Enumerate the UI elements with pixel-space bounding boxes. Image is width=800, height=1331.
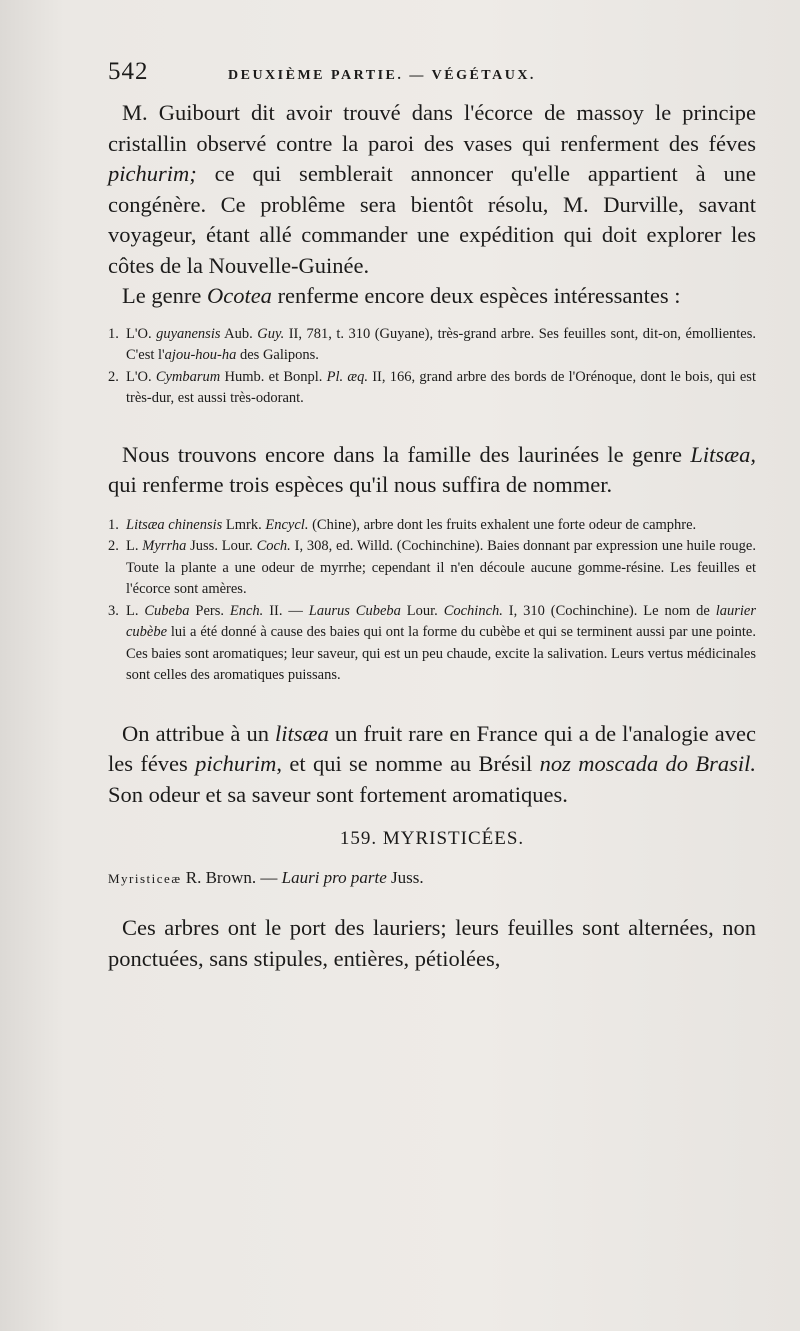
italic-term: Encycl. <box>265 516 309 533</box>
text-run: L. <box>126 602 145 619</box>
text-run: un fruit rare en France qui a de l'analogie avec les féves <box>108 720 756 776</box>
running-title: DEUXIÈME PARTIE. — VÉGÉTAUX. <box>228 68 536 83</box>
italic-term: Litsæa chinensis <box>126 516 223 533</box>
paragraph-ocotea <box>108 281 756 312</box>
text-run: II, 781, t. 310 (Guyane), très-grand arbre. Ses feuilles sont, dit-on, émollientes. C'est l' <box>126 325 757 363</box>
text-run: L'O. <box>126 325 157 342</box>
text-run: , et qui se nomme au Brésil <box>276 751 540 776</box>
italic-term: pichurim <box>195 751 277 776</box>
item-number: 2. <box>108 538 119 554</box>
text-run: II, 166, grand arbre des bords de l'Orénoque, dont le bois, qui est très-dur, est aussi très-odorant. <box>126 368 756 406</box>
item-number: 1. <box>108 325 119 342</box>
ocotea-species-list <box>108 324 756 410</box>
text-run: Nous trouvons encore dans la famille des laurinées le genre <box>122 441 691 467</box>
italic-term: litsæa <box>275 720 329 746</box>
text-run: Son odeur et sa saveur sont fortement aromatiques. <box>108 781 568 807</box>
litsaea-species-list <box>108 515 756 687</box>
text-run: ce qui semblerait annoncer qu'elle appartient à une congénère. Ce problême sera bientôt résolu, M. Durville, savant voyageur, étant allé commander une expédition qui doit explorer les côtes de la Nouvelle-Guinée. <box>108 161 756 278</box>
running-head <box>108 58 756 98</box>
italic-term: Cymbarum <box>155 368 221 385</box>
list-item <box>108 536 756 601</box>
text-run: On attribue à un <box>122 720 276 746</box>
item-number: 3. <box>108 602 119 619</box>
text-run: I, 308, ed. Willd. (Cochinchine). Baies donnant par expression une huile rouge. Toute la plante a une odeur de myrrhe; cependant il n'en découle aucune gomme-résine. Les feuilles et l'écorce sont amères. <box>126 538 756 597</box>
italic-term: noz moscada do Brasil. <box>539 751 757 776</box>
italic-term: Lauri pro parte <box>281 868 387 887</box>
list-item <box>108 515 756 537</box>
list-item <box>108 324 756 367</box>
text-run: (Chine), arbre dont les fruits exhalent une forte odeur de camphre. <box>308 516 697 533</box>
italic-term: Coch. <box>256 538 291 554</box>
small-caps-term: Myristiceæ <box>108 871 182 886</box>
paragraph-final: Ces arbres ont le port des lauriers; leurs feuilles sont alternées, non ponctuées, sans stipules, entières, pétiolées, <box>108 915 756 971</box>
paragraph-massoy <box>108 98 756 281</box>
paragraph-noz-moscada <box>108 719 756 811</box>
text-run: renferme encore deux espèces intéressantes : <box>271 283 681 308</box>
text-run: Lmrk. <box>222 516 266 533</box>
italic-term: ajou-hou-ha <box>164 347 237 363</box>
italic-term: Ench. <box>229 602 264 619</box>
italic-term: Litsæa, <box>690 441 756 467</box>
text-run: II. — <box>263 602 309 619</box>
page-number: 542 <box>108 58 149 85</box>
text-run: R. Brown. — <box>181 868 282 887</box>
text-run: Juss. Lour. <box>186 538 257 554</box>
list-item <box>108 367 756 410</box>
text-run: I, 310 (Cochinchine). Le nom de <box>502 602 716 619</box>
italic-term: guyanensis <box>156 325 221 342</box>
item-number: 1. <box>108 516 119 533</box>
text-run: L'O. <box>126 368 156 385</box>
text-run: Pers. <box>189 602 230 619</box>
text-run: lui a été donné à cause des baies qui ont la forme du cubèbe et qui se terminent aussi par une pointe. Ces baies sont aromatiques; leur saveur, qui est un peu chaude, excite la salivation. Leurs vertus médicinales sont celles des aromatiques puissans. <box>126 624 756 683</box>
text-run: des Galipons. <box>236 347 319 363</box>
section-heading: 159. MYRISTICÉES. <box>339 828 525 849</box>
paragraph-litsaea <box>108 440 756 501</box>
italic-term: Guy. <box>257 325 285 342</box>
text-run: Lour. <box>400 602 444 619</box>
family-line <box>108 866 756 891</box>
italic-term: Cubeba <box>144 602 190 619</box>
italic-term: Myrrha <box>142 538 187 554</box>
italic-term: Cochinch. <box>443 602 503 619</box>
italic-term: pichurim; <box>108 161 197 186</box>
text-run: L. <box>126 538 143 554</box>
text-run: Aub. <box>220 325 258 342</box>
text-run: Humb. et Bonpl. <box>220 368 327 385</box>
list-item <box>108 601 756 687</box>
italic-term: Pl. æq. <box>326 368 368 385</box>
item-number: 2. <box>108 368 119 385</box>
text-run: qui renferme trois espèces qu'il nous suffira de nommer. <box>108 472 613 497</box>
italic-term: Ocotea <box>206 283 272 308</box>
italic-term: Laurus Cubeba <box>308 602 401 619</box>
text-run: M. Guibourt dit avoir trouvé dans l'écorce de massoy le principe cristallin observé contre la paroi des vases qui renferment des féves <box>108 100 756 156</box>
italic-term: laurier cubèbe <box>126 602 756 640</box>
text-run: Le genre <box>122 283 207 308</box>
text-run: Juss. <box>386 868 424 887</box>
